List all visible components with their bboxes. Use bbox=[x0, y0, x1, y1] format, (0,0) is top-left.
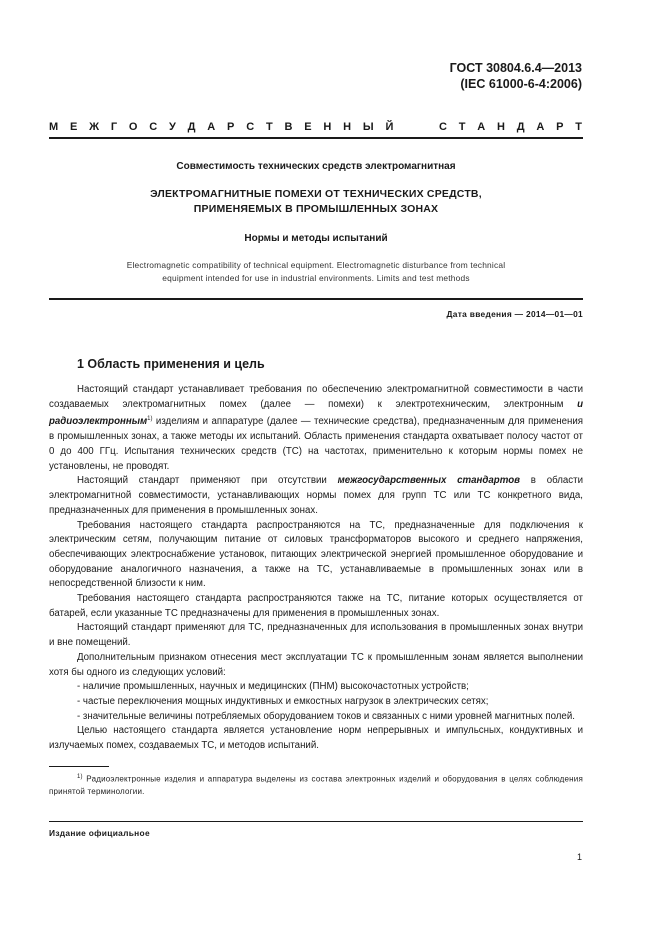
banner-letter: Р bbox=[556, 121, 564, 133]
banner-letter: Н bbox=[323, 121, 332, 133]
banner-letter: Ы bbox=[362, 121, 374, 133]
banner-letter: В bbox=[284, 121, 293, 133]
banner-letter: А bbox=[207, 121, 216, 133]
banner-letter: Н bbox=[496, 121, 505, 133]
title-english bbox=[49, 259, 583, 284]
title-compatibility: Совместимость технических средств электромагнитная bbox=[176, 161, 456, 172]
standard-type-banner bbox=[49, 121, 582, 133]
paragraph-2-text-a: Настоящий стандарт применяют при отсутствии bbox=[77, 475, 338, 487]
document-designation bbox=[450, 60, 582, 92]
gost-number: ГОСТ 30804.6.4—2013 bbox=[449, 61, 582, 75]
banner-gap bbox=[405, 121, 427, 133]
iec-number: (IEC 61000-6-4:2006) bbox=[460, 77, 582, 91]
section-title: 1 Область применения и цель bbox=[77, 357, 265, 371]
title-main-line1: ЭЛЕКТРОМАГНИТНЫЕ ПОМЕХИ ОТ ТЕХНИЧЕСКИХ СРЕДСТВ, bbox=[150, 188, 482, 200]
banner-letter: А bbox=[536, 121, 545, 133]
footnote-rule bbox=[49, 766, 109, 767]
list-item-1: - наличие промышленных, научных и медицинских (ПНМ) высокочастотных устройств; bbox=[77, 681, 469, 693]
title-norms: Нормы и методы испытаний bbox=[244, 233, 388, 244]
paragraph-6: Дополнительным признаком отнесения мест эксплуатации ТС к промышленным зонам является выполнении хотя бы одного из следующих условий: bbox=[49, 651, 583, 678]
banner-letter: М bbox=[49, 121, 59, 133]
paragraph-1-emphasis: и радиоэлектронным bbox=[49, 398, 583, 428]
edition-label: Издание официальное bbox=[49, 828, 150, 838]
banner-letter: Р bbox=[227, 121, 235, 133]
banner-letter: А bbox=[477, 121, 486, 133]
banner-letter: Г bbox=[110, 121, 118, 133]
title-main-line2: ПРИМЕНЯЕМЫХ В ПРОМЫШЛЕННЫХ ЗОНАХ bbox=[193, 203, 439, 215]
banner-letter: Н bbox=[343, 121, 352, 133]
banner-letter: Й bbox=[385, 121, 394, 133]
banner-letter: Д bbox=[187, 121, 196, 133]
page-number: 1 bbox=[576, 852, 582, 862]
footnote-ref[interactable]: 1) bbox=[147, 416, 153, 423]
title-english-line2: equipment intended for use in industrial environments. Limits and test methods bbox=[162, 272, 470, 283]
paragraph-2-emphasis: межгосударственных стандартов bbox=[337, 475, 520, 487]
top-rule bbox=[49, 137, 583, 139]
paragraph-2 bbox=[49, 474, 583, 518]
footnote-mark: 1) bbox=[77, 774, 83, 780]
banner-letter: С bbox=[438, 121, 447, 133]
paragraph-1 bbox=[49, 383, 583, 474]
footnote bbox=[49, 771, 583, 799]
paragraph-3: Требования настоящего стандарта распространяются на ТС, предназначенные для подключения к электрическим сетям, получающим питание от силовых трансформаторов высокого и среднего напряжения, обеспечивающих электроснабжение установок, питающих электрической энергией промышленное оборудование и оборудование аналогичного назначения, а также на ТС, устанавливаемые в промышленных зонах или в непосредственной близости к ним. bbox=[49, 519, 583, 590]
banner-letter: С bbox=[149, 121, 158, 133]
paragraph-1-text-a: Настоящий стандарт устанавливает требования по обеспечению электромагнитной совместимости в части создаваемых электромагнитных помех (далее — помехи) к электротехническим, электронным bbox=[49, 384, 583, 410]
banner-letter: Т bbox=[575, 121, 582, 133]
banner-letter: Т bbox=[458, 121, 466, 133]
title-main bbox=[49, 187, 583, 217]
paragraph-2-text-b: в области электромагнитной совместимости, устанавливающих нормы помех для групп ТС или ТС конкретного вида, предназначенных для применения в промышленных зонах. bbox=[49, 475, 583, 516]
paragraph-4: Требования настоящего стандарта распространяются также на ТС, питание которых осуществляется от батарей, если указанные ТС предназначены для применения в промышленных зонах. bbox=[49, 593, 583, 619]
banner-letter: С bbox=[246, 121, 255, 133]
paragraph-7: Целью настоящего стандарта является установление норм непрерывных и импульсных, кондуктивных и излучаемых помех, создаваемых ТС, и методов испытаний. bbox=[49, 725, 583, 752]
banner-letter: Ж bbox=[89, 121, 100, 133]
bottom-rule bbox=[49, 821, 583, 822]
banner-letter: У bbox=[169, 121, 176, 133]
title-english-line1: Electromagnetic compatibility of technical equipment. Electromagnetic disturbance from technical bbox=[126, 260, 506, 270]
footnote-text: Радиоэлектронные изделия и аппаратура выделены из состава электронных изделий и оборудования в целях соблюдения принятой терминологии. bbox=[49, 774, 583, 797]
banner-letter: Е bbox=[69, 121, 78, 133]
list-item-3: - значительные величины потребляемых оборудованием токов и связанных с ними уровней магнитных полей. bbox=[77, 710, 575, 722]
middle-rule bbox=[49, 298, 583, 300]
intro-date: Дата введения — 2014—01—01 bbox=[446, 309, 583, 319]
section-body bbox=[49, 383, 583, 754]
paragraph-1-text-b: изделиям и аппаратуре (далее — технические средства), предназначенным для применения в промышленных зонах, а также методы их испытаний. Область применения стандарта охватывает полосу частот от 0 до 400 ГГц. Испытания технических средств (ТС) на частотах, применительно к которым нормы помех не установлены, не проводят. bbox=[49, 416, 583, 472]
banner-letter: Д bbox=[516, 121, 525, 133]
banner-letter: Е bbox=[304, 121, 312, 133]
paragraph-5: Настоящий стандарт применяют для ТС, предназначенных для использования в промышленных зонах внутри и вне помещений. bbox=[49, 622, 583, 649]
banner-letter: Т bbox=[265, 121, 273, 133]
list-item-2: - частые переключения мощных индуктивных и емкостных нагрузок в электрических сетях; bbox=[77, 696, 489, 707]
banner-letter: О bbox=[128, 121, 138, 133]
